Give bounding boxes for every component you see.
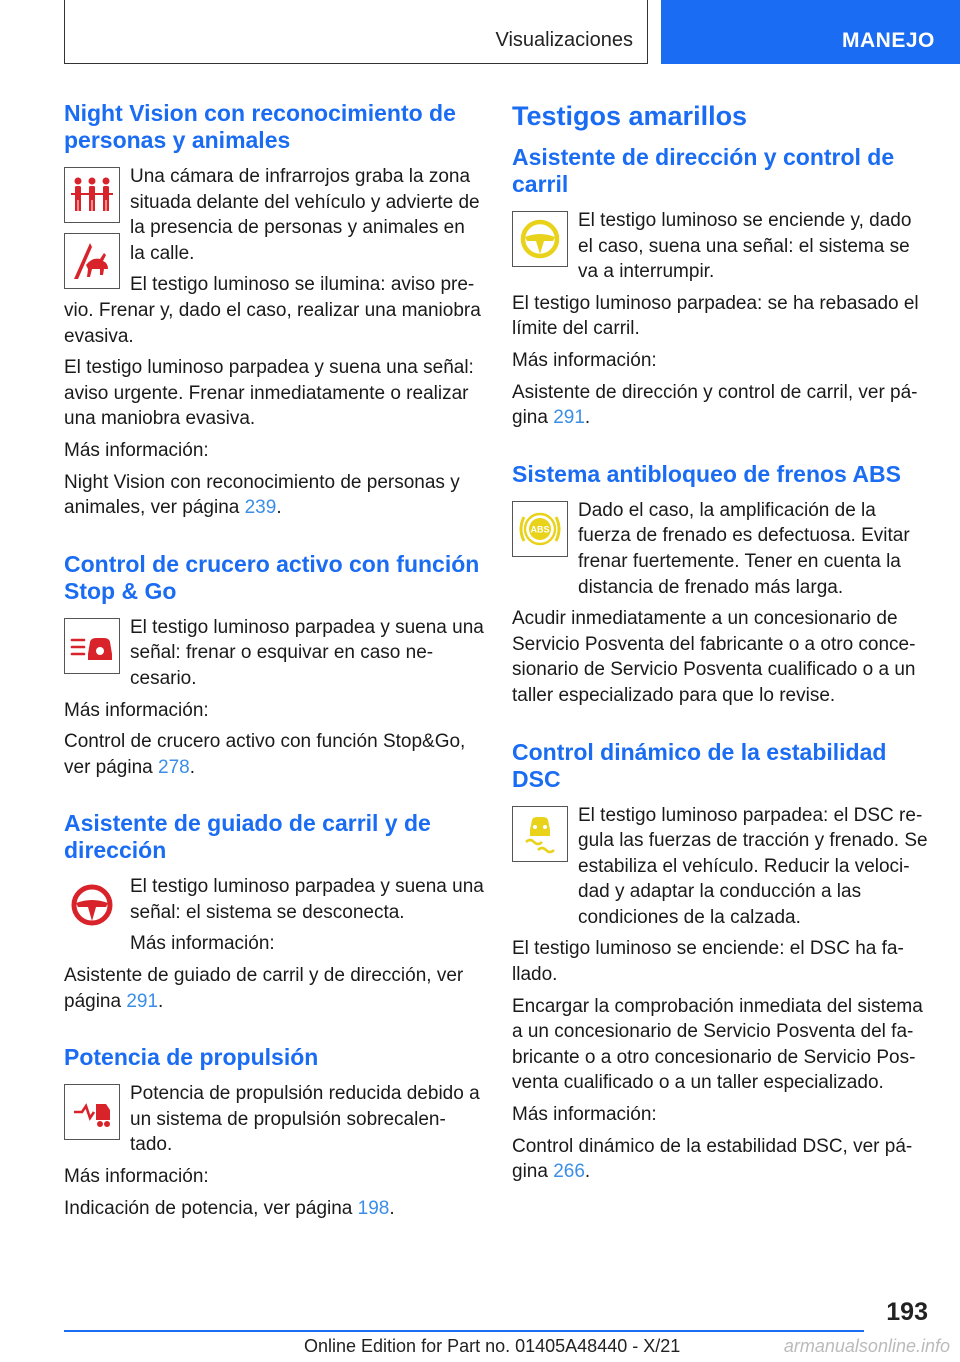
steer-more-label: Más información:	[512, 349, 657, 371]
right-column	[512, 100, 928, 1191]
steering-wheel-red-icon	[64, 877, 120, 933]
steer-intro	[512, 208, 928, 285]
night-vision-alert-start: El testigo luminoso se ilumina: aviso pre-	[130, 274, 475, 296]
page-link-198[interactable]: 198	[357, 1197, 390, 1219]
page-link-239[interactable]: 239	[244, 497, 277, 519]
steer-ref: Asistente de dirección y control de carril, ver pá-gina 291.	[512, 381, 918, 429]
abs-icon-label: ABS	[530, 524, 550, 535]
footer-divider	[64, 1330, 864, 1332]
page-number: 193	[886, 1298, 928, 1326]
page-link-266[interactable]: 266	[553, 1161, 585, 1183]
header-chapter-box	[661, 0, 960, 64]
dsc-failed: El testigo luminoso se enciende: el DSC ha fa-llado.	[512, 938, 904, 986]
power-more-label: Más información:	[64, 1166, 209, 1188]
dsc-more-label: Más información:	[512, 1104, 657, 1126]
dsc-icon	[512, 806, 568, 862]
car-collision-icon	[64, 618, 120, 674]
page-link-278[interactable]: 278	[158, 756, 190, 778]
night-vision-urgent: El testigo luminoso parpadea y suena una señal: aviso urgente. Frenar inmediatamente o realizar una maniobra evasiva.	[64, 357, 474, 430]
cruise-title: Control de crucero activo con función Stop & Go	[64, 550, 480, 604]
cruise-intro	[64, 615, 484, 692]
left-column	[64, 100, 484, 1227]
page-link-291-right[interactable]: 291	[553, 407, 585, 429]
steer-title: Asistente de dirección y control de carril	[512, 144, 895, 197]
deer-icon	[64, 233, 120, 289]
steering-wheel-yellow-icon	[512, 211, 568, 267]
night-vision-ref: Night Vision con reconocimiento de personas y animales, ver página 239.	[64, 471, 460, 519]
dsc-intro	[512, 803, 928, 931]
night-vision-alert-rest: vio. Frenar y, dado el caso, realizar una maniobra evasiva.	[64, 299, 481, 347]
lane-title: Asistente de guiado de carril y de dirección	[64, 810, 431, 864]
abs-icon	[512, 501, 568, 557]
steer-limit: El testigo luminoso parpadea: se ha rebasado el límite del carril.	[512, 292, 919, 340]
steer-desc: El testigo luminoso se enciende y, dado el caso, suena una señal: el sistema se va a interrumpir.	[578, 210, 912, 283]
pedestrians-icon	[64, 167, 120, 223]
night-vision-more-label: Más información:	[64, 439, 209, 461]
abs-intro	[512, 498, 928, 600]
abs-action: Acudir inmediatamente a un concesionario de Servicio Posventa del fabricante o a otro conce-sionario de Servicio Posventa cualificado o a un taller especializado para que lo revise.	[512, 608, 916, 706]
night-vision-desc: Una cámara de infrarrojos graba la zona situada delante del vehículo y advierte de la presencia de personas y animales en la calle.	[130, 166, 480, 264]
yellow-lights-title: Testigos amarillos	[512, 101, 748, 131]
dsc-desc: El testigo luminoso parpadea: el DSC re-gula las fuerzas de tracción y frenado. Se estabiliza el vehículo. Reducir la veloci-dad y adaptar la conducción a las condiciones de la calzada.	[578, 804, 928, 928]
power-intro	[64, 1081, 484, 1158]
lane-ref: Asistente de guiado de carril y de dirección, ver página 291.	[64, 965, 464, 1012]
power-ref: Indicación de potencia, ver página 198.	[64, 1197, 395, 1219]
cruise-ref: Control de crucero activo con función Stop&Go, ver página 278.	[64, 731, 466, 778]
footer-watermark: armanualsonline.info	[783, 1336, 950, 1356]
cruise-more-label: Más información:	[64, 699, 209, 721]
cruise-desc: El testigo luminoso parpadea y suena una señal: frenar o esquivar en caso ne-cesario.	[130, 616, 484, 689]
page-link-291-left[interactable]: 291	[126, 990, 159, 1012]
dsc-ref: Control dinámico de la estabilidad DSC, ver pá-gina 266.	[512, 1135, 913, 1183]
night-vision-title: Night Vision con reconocimiento de personas y animales	[64, 100, 456, 153]
lane-more-label: Más información:	[130, 933, 275, 955]
powertrain-icon	[64, 1084, 120, 1140]
night-vision-intro	[64, 164, 484, 298]
header-section-label: Visualizaciones	[495, 29, 633, 51]
footer-edition: Online Edition for Part no. 01405A48440 - X/21	[304, 1336, 681, 1356]
header-section-box	[64, 0, 648, 64]
power-title: Potencia de propulsión	[64, 1044, 319, 1071]
header-chapter-label: MANEJO	[842, 29, 935, 52]
lane-desc: El testigo luminoso parpadea y suena una señal: el sistema se desconecta.	[130, 876, 484, 923]
abs-desc: Dado el caso, la amplificación de la fuerza de frenado es defectuosa. Evitar frenar fuertemente. Tener en cuenta la distancia de frenado más larga.	[578, 499, 910, 598]
dsc-title: Control dinámico de la estabilidad DSC	[512, 738, 887, 792]
abs-title: Sistema antibloqueo de frenos ABS	[512, 460, 901, 487]
lane-intro	[64, 874, 484, 957]
dsc-action: Encargar la comprobación inmediata del sistema a un concesionario de Servicio Posventa del fa-bricante o a otro concesionario de Servicio Pos-venta cualificado o a un taller especializado.	[512, 995, 923, 1094]
power-desc: Potencia de propulsión reducida debido a un sistema de propulsión sobrecalen-tado.	[130, 1083, 480, 1156]
